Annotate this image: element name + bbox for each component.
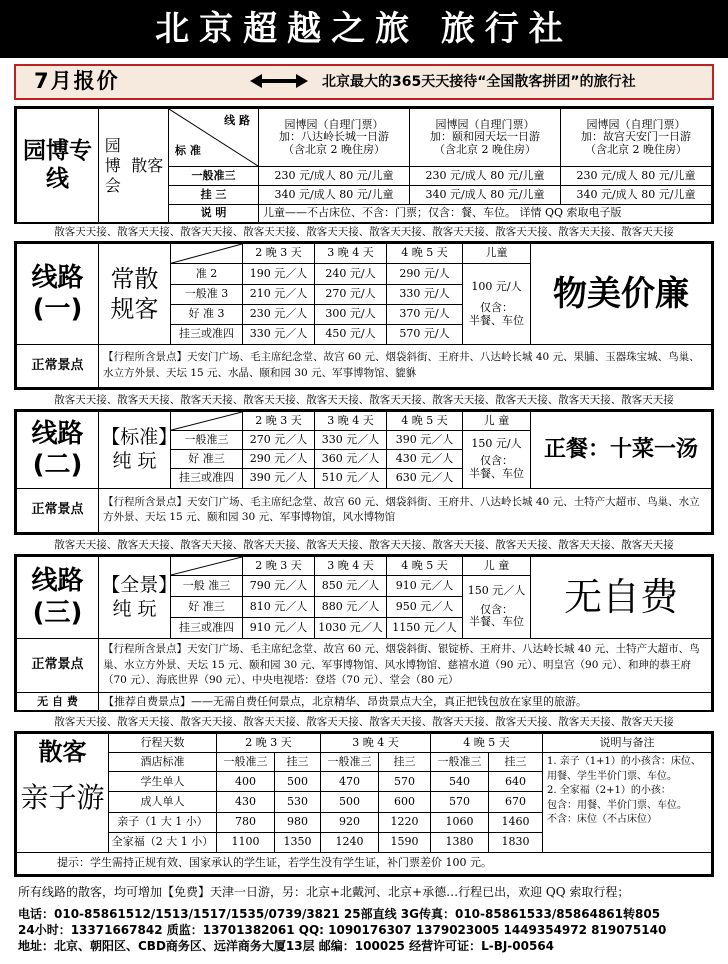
route-3-side: 线路(三) (17, 557, 99, 639)
table-row: 好 准三 290 元／人 360 元／人 430 元／人 (17, 450, 712, 469)
route-1-slogan: 物美价廉 (531, 244, 712, 345)
table-row: 一般准三 230 元/成人 80 元/儿童 230 元/成人 80 元/儿童 230 元/成人 80 元/儿童 (17, 167, 712, 186)
route-1-side: 线路(一) (17, 244, 99, 345)
expo-label: 园博会 (99, 109, 127, 223)
no-extra-fee-note: 【推荐自费景点】——无需自费任何景点，北京精华、昂贵景点大全，真正把钱包放在家里的旅游。 (99, 693, 712, 713)
table-row: 一般 准三 790 元／人 850 元／人 910 元／人 150 元／人 仅含： 半餐、车位 (17, 576, 712, 597)
table-row: 成人单人 430 530 500 600 570 670 (17, 792, 712, 812)
month-quote-label: 7月报价 (34, 69, 120, 93)
daily-departure-strip: 散客天天接、散客天天接、散客天天接、散客天天接、散客天天接、散客天天接、散客天天接、散客天天接、散客天天接、散客天天接 (54, 394, 674, 406)
agency-title: 北京超越之旅 旅行社 (0, 0, 728, 58)
double-arrow-icon (248, 71, 310, 91)
no-extra-fee-label: 无 自 费 (17, 693, 99, 713)
table-row: 好 准 3 230 元／人 300 元/人 370 元/人 (17, 304, 712, 324)
route-1-kind: 常散规客 (99, 244, 171, 345)
hotel-label: 酒店标准 (109, 753, 217, 772)
explain-label: 说 明 (169, 205, 259, 223)
route-2-side: 线路(二) (17, 412, 99, 489)
family-tour-section: 散客 亲子游 行程天数 2 晚 3 天 3 晚 4 天 4 晚 5 天 说明与备注 酒店标准 一般准三 挂三 一般准三 挂三 一般准三 挂三 1. 亲子（1+1）的小孩含：床位、用餐、学生半价门票、车位。 2. 全家福（2+1）的小孩： 包含：用餐、半价门票、车位。 不含：床位（不占床位） 学生单人 400 500 470 570 540 640 成人单人 430 530 500 600 570 670 亲子（1 大 1 小） 780 980 920 1220 1060 1460 全家福（2 大 1 小） 1100 1350 1240 1590 1380 1830 提示：学生需持正规有效、国家承认的学生证，若学生没有学生证，补门票差价 100 元。 (14, 731, 714, 877)
table-row: 亲子（1 大 1 小） 780 980 920 1220 1060 1460 (17, 812, 712, 832)
walk-in-title: 散客 (38, 738, 87, 766)
route-3-kind: 【全景】纯 玩 (99, 557, 171, 639)
expo-route-section (14, 106, 714, 224)
route-1-spots-label: 正常景点 (17, 345, 99, 388)
expo-route-2: 园博园（自理门票） 加：颐和园天坛一日游 （含北京 2 晚住房） (410, 109, 561, 167)
route-2-spots: 【行程所含景点】天安门广场、毛主席纪念堂、故宫 60 元、烟袋斜街、王府井、八达岭长城 40 元、土特产大超市、鸟巢、水立方外景、天坛 15 元、颐和园 30 元、军事博物馆，风水博物馆 (99, 488, 712, 532)
route-3-slogan: 无自费 (531, 557, 712, 639)
family-notes: 1. 亲子（1+1）的小孩含：床位、用餐、学生半价门票、车位。 2. 全家福（2+1）的小孩： 包含：用餐、半价门票、车位。 不含：床位（不占床位） (543, 753, 712, 853)
table-row: 挂三或准四 330 元／人 450 元/人 570 元/人 (17, 325, 712, 345)
route-1-spots: 【行程所含景点】天安门广场、毛主席纪念堂、故宫 60 元、烟袋斜街、王府井、八达岭长城 40 元、果脯、玉器珠宝城、鸟巢、水立方外景、天坛 15 元、水晶、颐和园 30 元、军事博物馆、貔貅 (99, 345, 712, 388)
route-3-section: 线路(三) 【全景】纯 玩 2 晚 3 天 3 晚 4 天 4 晚 5 天 儿 童 无自费 一般 准三 790 元／人 850 元／人 910 元／人 150 元／人 仅含： 半餐、车位 好 准三 810 元／人 880 元／人 950 元／人 挂三或准四 910 元／人 1030 元／人 1150 元／人 正常景点 【行程所含景点】天安门广场、毛主席纪念堂、故宫 60 元、烟袋斜街、银锭桥、王府井、八达岭长城 40 元、土特产大超市、鸟巢、水立方外景、天坛 15 元、颐和园 30 元、军事博物馆、风水博物馆、慈禧水道（90 元）、明皇宫（90 元）、和珅的恭王府（70 元）、海底世界（90 元）、中央电视塔：登塔（70 元）、堂会（80 元） 无 自 费 【推荐自费景点】——无需自费任何景点，北京精华、昂贵景点大全，真正把钱包放在家里的旅游。 (14, 554, 714, 712)
table-row: 一般准 3 210 元／人 270 元/人 330 元/人 (17, 284, 712, 304)
contact-footer (0, 906, 728, 964)
family-tour-title: 亲子游 (20, 780, 105, 814)
route-standard-header (169, 109, 259, 167)
route-2-child-price: 150 元/人 仅含： 半餐、车位 (463, 431, 531, 488)
hotline-line: 24小时：13371667842 质监：13701382061 QQ: 1090176307 1379023005 1449354972 819075140 (18, 923, 667, 937)
days-label: 行程天数 (109, 734, 217, 753)
daily-departure-strip: 散客天天接、散客天天接、散客天天接、散客天天接、散客天天接、散客天天接、散客天天接、散客天天接、散客天天接、散客天天接 (54, 716, 674, 728)
route-header-label: 线 路 (224, 114, 250, 127)
route-2-section: 线路(二) 【标准】纯 玩 2 晚 3 天 3 晚 4 天 4 晚 5 天 儿 童 正餐：十菜一汤 一般准三 270 元／人 330 元／人 390 元／人 150 元/人 仅含： 半餐、车位 好 准三 290 元／人 360 元／人 430 元／人 挂三或准四 390 元／人 510 元／人 630 元／人 正常景点 【行程所含景点】天安门广场、毛主席纪念堂、故宫 60 元、烟袋斜街、王府井、八达岭长城 40 元、土特产大超市、鸟巢、水立方外景、天坛 15 元、颐和园 30 元、军事博物馆，风水博物馆 (14, 409, 714, 535)
table-row: 挂三或准四 390 元／人 510 元／人 630 元／人 (17, 469, 712, 488)
route-2-corner (171, 412, 243, 431)
table-row: 挂 三 340 元/成人 80 元/儿童 340 元/成人 80 元/儿童 340 元/成人 80 元/儿童 (17, 186, 712, 205)
table-row: 全家福（2 大 1 小） 1100 1350 1240 1590 1380 1830 (17, 832, 712, 852)
route-3-spots-label: 正常景点 (17, 639, 99, 693)
route-2-slogan: 正餐：十菜一汤 (531, 412, 712, 489)
daily-departure-strip: 散客天天接、散客天天接、散客天天接、散客天天接、散客天天接、散客天天接、散客天天接、散客天天接、散客天天接、散客天天接 (54, 226, 674, 238)
table-row: 酒店标准 一般准三 挂三 一般准三 挂三 一般准三 挂三 1. 亲子（1+1）的小孩含：床位、用餐、学生半价门票、车位。 2. 全家福（2+1）的小孩： 包含：用餐、半价门票、车位。 不含：床位（不占床位） (17, 753, 712, 772)
route-2-spots-label: 正常景点 (17, 488, 99, 532)
route-3-corner (171, 557, 243, 576)
table-row: 挂三或准四 910 元／人 1030 元／人 1150 元／人 (17, 618, 712, 639)
free-addon-note: 所有线路的散客，均可增加【免费】天津一日游，另：北京+北戴河、北京+承德…行程已出，欢迎 QQ 索取行程； (18, 885, 630, 899)
expo-side-label: 园博专线 (17, 109, 99, 223)
family-side (17, 734, 109, 853)
expo-route-1: 园博园（自理门票） 加：八达岭长城一日游 （含北京 2 晚住房） (259, 109, 410, 167)
route-3-child-price: 150 元／人 仅含： 半餐、车位 (463, 576, 531, 639)
standard-header-label: 标 准 (175, 144, 201, 158)
table-row: 准 2 190 元／人 240 元/人 290 元/人 100 元/人 仅含： 半餐、车位 (17, 264, 712, 284)
notes-title: 说明与备注 (543, 734, 712, 753)
route-1-corner (171, 244, 243, 264)
expo-explain: 儿童——不占床位、不含：门票；仅含：餐、车位。 详情 QQ 索取电子版 (259, 205, 712, 223)
expo-route-3: 园博园（自理门票） 加：故宫天安门一日游 （含北京 2 晚住房） (561, 109, 712, 167)
route-3-spots: 【行程所含景点】天安门广场、毛主席纪念堂、故宫 60 元、烟袋斜街、银锭桥、王府井、八达岭长城 40 元、土特产大超市、鸟巢、水立方外景、天坛 15 元、颐和园 30 元、军事博物馆、风水博物馆、慈禧水道（90 元）、明皇宫（90 元）、和珅的恭王府（70 元）、海底世界（90 元）、中央电视塔：登塔（70 元）、堂会（80 元） (99, 639, 712, 693)
table-row: 学生单人 400 500 470 570 540 640 (17, 772, 712, 792)
daily-departure-strip: 散客天天接、散客天天接、散客天天接、散客天天接、散客天天接、散客天天接、散客天天接、散客天天接、散客天天接、散客天天接 (54, 539, 674, 551)
price-subtitle-bar (14, 64, 714, 100)
route-2-kind: 【标准】纯 玩 (99, 412, 171, 489)
phone-line: 电话：010-85861512/1513/1517/1535/0739/3821 25部直线 3G传真：010-85861533/85864861转805 (18, 907, 661, 921)
route-1-child-price: 100 元/人 仅含： 半餐、车位 (463, 264, 531, 345)
agency-slogan: 北京最大的365天天接待“全国散客拼团”的旅行社 (322, 74, 636, 90)
walk-in-label: 散客 (127, 109, 169, 223)
address-line: 地址：北京、朝阳区、CBD商务区、远洋商务大厦13层 邮编：100025 经营许可证：L-BJ-00564 (18, 939, 555, 953)
table-row: 好 准三 810 元／人 880 元／人 950 元／人 (17, 597, 712, 618)
table-row: 一般准三 270 元／人 330 元／人 390 元／人 150 元/人 仅含： 半餐、车位 (17, 431, 712, 450)
student-tip: 提示：学生需持正规有效、国家承认的学生证，若学生没有学生证，补门票差价 100 元。 (17, 852, 712, 874)
route-1-section: 线路(一) 常散规客 2 晚 3 天 3 晚 4 天 4 晚 5 天 儿童 物美价廉 准 2 190 元／人 240 元/人 290 元/人 100 元/人 仅含： 半餐、车位 一般准 3 210 元／人 270 元/人 330 元/人 好 准 3 230 元／人 300 元/人 370 元/人 挂三或准四 330 元／人 450 元/人 570 元/人 正常景点 【行程所含景点】天安门广场、毛主席纪念堂、故宫 60 元、烟袋斜街、王府井、八达岭长城 40 元、果脯、玉器珠宝城、鸟巢、水立方外景、天坛 15 元、水晶、颐和园 30 元、军事博物馆、貔貅 (14, 241, 714, 390)
